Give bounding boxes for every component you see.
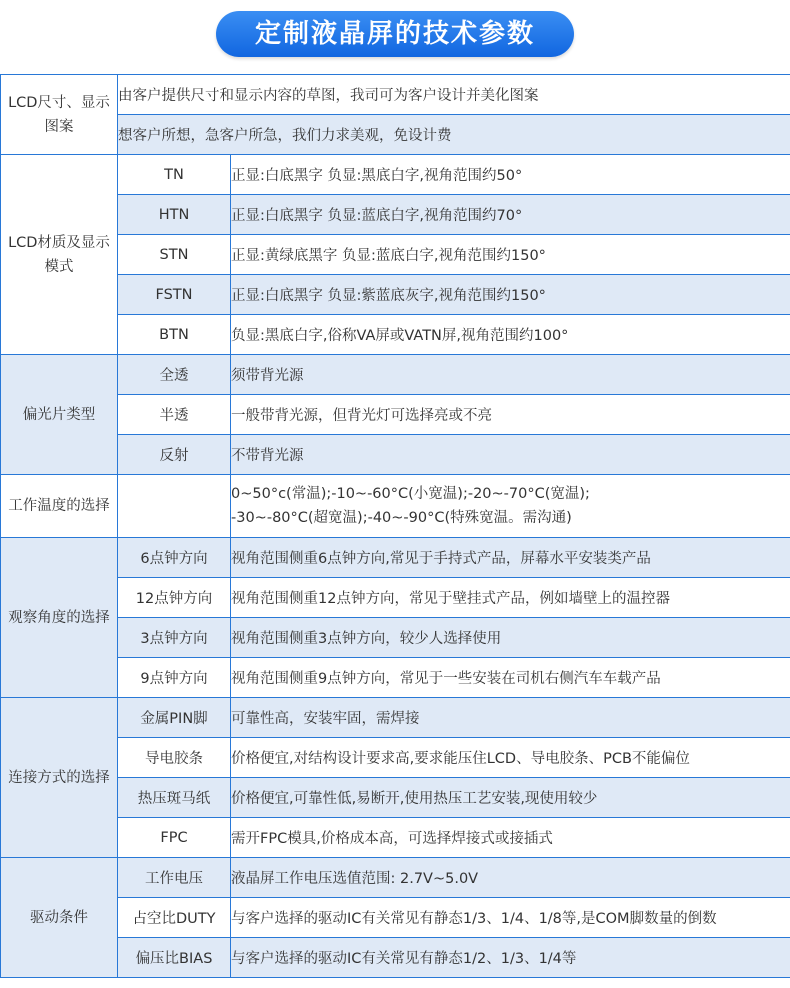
- description-cell: 负显:黑底白字,俗称VA屏或VATN屏,视角范围约100°: [231, 315, 790, 355]
- subitem-cell: 12点钟方向: [118, 578, 231, 618]
- table-row: [1, 818, 790, 858]
- category-lcd-size: LCD尺寸、显示图案: [1, 75, 118, 155]
- category-viewing-angle: 观察角度的选择: [1, 538, 118, 698]
- subitem-cell: FPC: [118, 818, 231, 858]
- description-cell: 与客户选择的驱动IC有关常见有静态1/2、1/3、1/4等: [231, 938, 790, 978]
- spec-table: [0, 74, 790, 978]
- table-row: [1, 898, 790, 938]
- subitem-cell: BTN: [118, 315, 231, 355]
- category-material: LCD材质及显示模式: [1, 155, 118, 355]
- subitem-cell: 占空比DUTY: [118, 898, 231, 938]
- table-row: [1, 435, 790, 475]
- subitem-cell: 9点钟方向: [118, 658, 231, 698]
- temperature-line-1: 0~50°c(常温);-10~-60°C(小宽温);-20~-70°C(宽温);: [231, 486, 590, 502]
- subitem-cell: 金属PIN脚: [118, 698, 231, 738]
- description-cell: 不带背光源: [231, 435, 790, 475]
- subitem-cell: 6点钟方向: [118, 538, 231, 578]
- temperature-line-2: -30~-80°C(超宽温);-40~-90°C(特殊宽温。需沟通): [231, 510, 572, 526]
- subitem-cell: 反射: [118, 435, 231, 475]
- description-cell: 价格便宜,可靠性低,易断开,使用热压工艺安装,现使用较少: [231, 778, 790, 818]
- table-row: [1, 538, 790, 578]
- table-row: [1, 738, 790, 778]
- table-row: [1, 275, 790, 315]
- subitem-cell: TN: [118, 155, 231, 195]
- subitem-cell: HTN: [118, 195, 231, 235]
- table-row: [1, 658, 790, 698]
- subitem-cell: 3点钟方向: [118, 618, 231, 658]
- subitem-cell: 偏压比BIAS: [118, 938, 231, 978]
- subitem-cell: 工作电压: [118, 858, 231, 898]
- page-title: 定制液晶屏的技术参数: [216, 11, 574, 57]
- description-cell: 可靠性高，安装牢固，需焊接: [231, 698, 790, 738]
- description-cell: [231, 475, 790, 538]
- table-row: [1, 195, 790, 235]
- subitem-cell: 半透: [118, 395, 231, 435]
- subitem-cell: STN: [118, 235, 231, 275]
- description-cell: 须带背光源: [231, 355, 790, 395]
- table-row: [1, 698, 790, 738]
- table-row: [1, 235, 790, 275]
- description-cell: 视角范围侧重9点钟方向，常见于一些安装在司机右侧汽车车载产品: [231, 658, 790, 698]
- description-cell: 需开FPC模具,价格成本高，可选择焊接式或接插式: [231, 818, 790, 858]
- description-cell: 想客户所想，急客户所急，我们力求美观，免设计费: [118, 115, 790, 155]
- category-polarizer: 偏光片类型: [1, 355, 118, 475]
- title-banner: [0, 0, 790, 74]
- description-cell: 视角范围侧重6点钟方向,常见于手持式产品，屏幕水平安装类产品: [231, 538, 790, 578]
- table-row: [1, 475, 790, 538]
- subitem-cell-empty: [118, 475, 231, 538]
- description-cell: 价格便宜,对结构设计要求高,要求能压住LCD、导电胶条、PCB不能偏位: [231, 738, 790, 778]
- table-row: [1, 115, 790, 155]
- subitem-cell: FSTN: [118, 275, 231, 315]
- subitem-cell: 导电胶条: [118, 738, 231, 778]
- description-cell: 正显:白底黑字 负显:黑底白字,视角范围约50°: [231, 155, 790, 195]
- description-cell: 与客户选择的驱动IC有关常见有静态1/3、1/4、1/8等,是COM脚数量的倒数: [231, 898, 790, 938]
- category-temperature: 工作温度的选择: [1, 475, 118, 538]
- table-row: [1, 578, 790, 618]
- table-row: [1, 75, 790, 115]
- table-row: [1, 155, 790, 195]
- subitem-cell: 热压斑马纸: [118, 778, 231, 818]
- table-row: [1, 858, 790, 898]
- description-cell: 视角范围侧重12点钟方向，常见于壁挂式产品，例如墙壁上的温控器: [231, 578, 790, 618]
- table-row: [1, 938, 790, 978]
- table-row: [1, 395, 790, 435]
- description-cell: 正显:黄绿底黑字 负显:蓝底白字,视角范围约150°: [231, 235, 790, 275]
- description-cell: 视角范围侧重3点钟方向，较少人选择使用: [231, 618, 790, 658]
- table-row: [1, 778, 790, 818]
- description-cell: 液晶屏工作电压选值范围: 2.7V~5.0V: [231, 858, 790, 898]
- subitem-cell: 全透: [118, 355, 231, 395]
- description-cell: 正显:白底黑字 负显:紫蓝底灰字,视角范围约150°: [231, 275, 790, 315]
- table-row: [1, 618, 790, 658]
- table-row: [1, 315, 790, 355]
- description-cell: 一般带背光源，但背光灯可选择亮或不亮: [231, 395, 790, 435]
- category-drive: 驱动条件: [1, 858, 118, 978]
- category-connection: 连接方式的选择: [1, 698, 118, 858]
- description-cell: 正显:白底黑字 负显:蓝底白字,视角范围约70°: [231, 195, 790, 235]
- description-cell: 由客户提供尺寸和显示内容的草图，我司可为客户设计并美化图案: [118, 75, 790, 115]
- table-row: [1, 355, 790, 395]
